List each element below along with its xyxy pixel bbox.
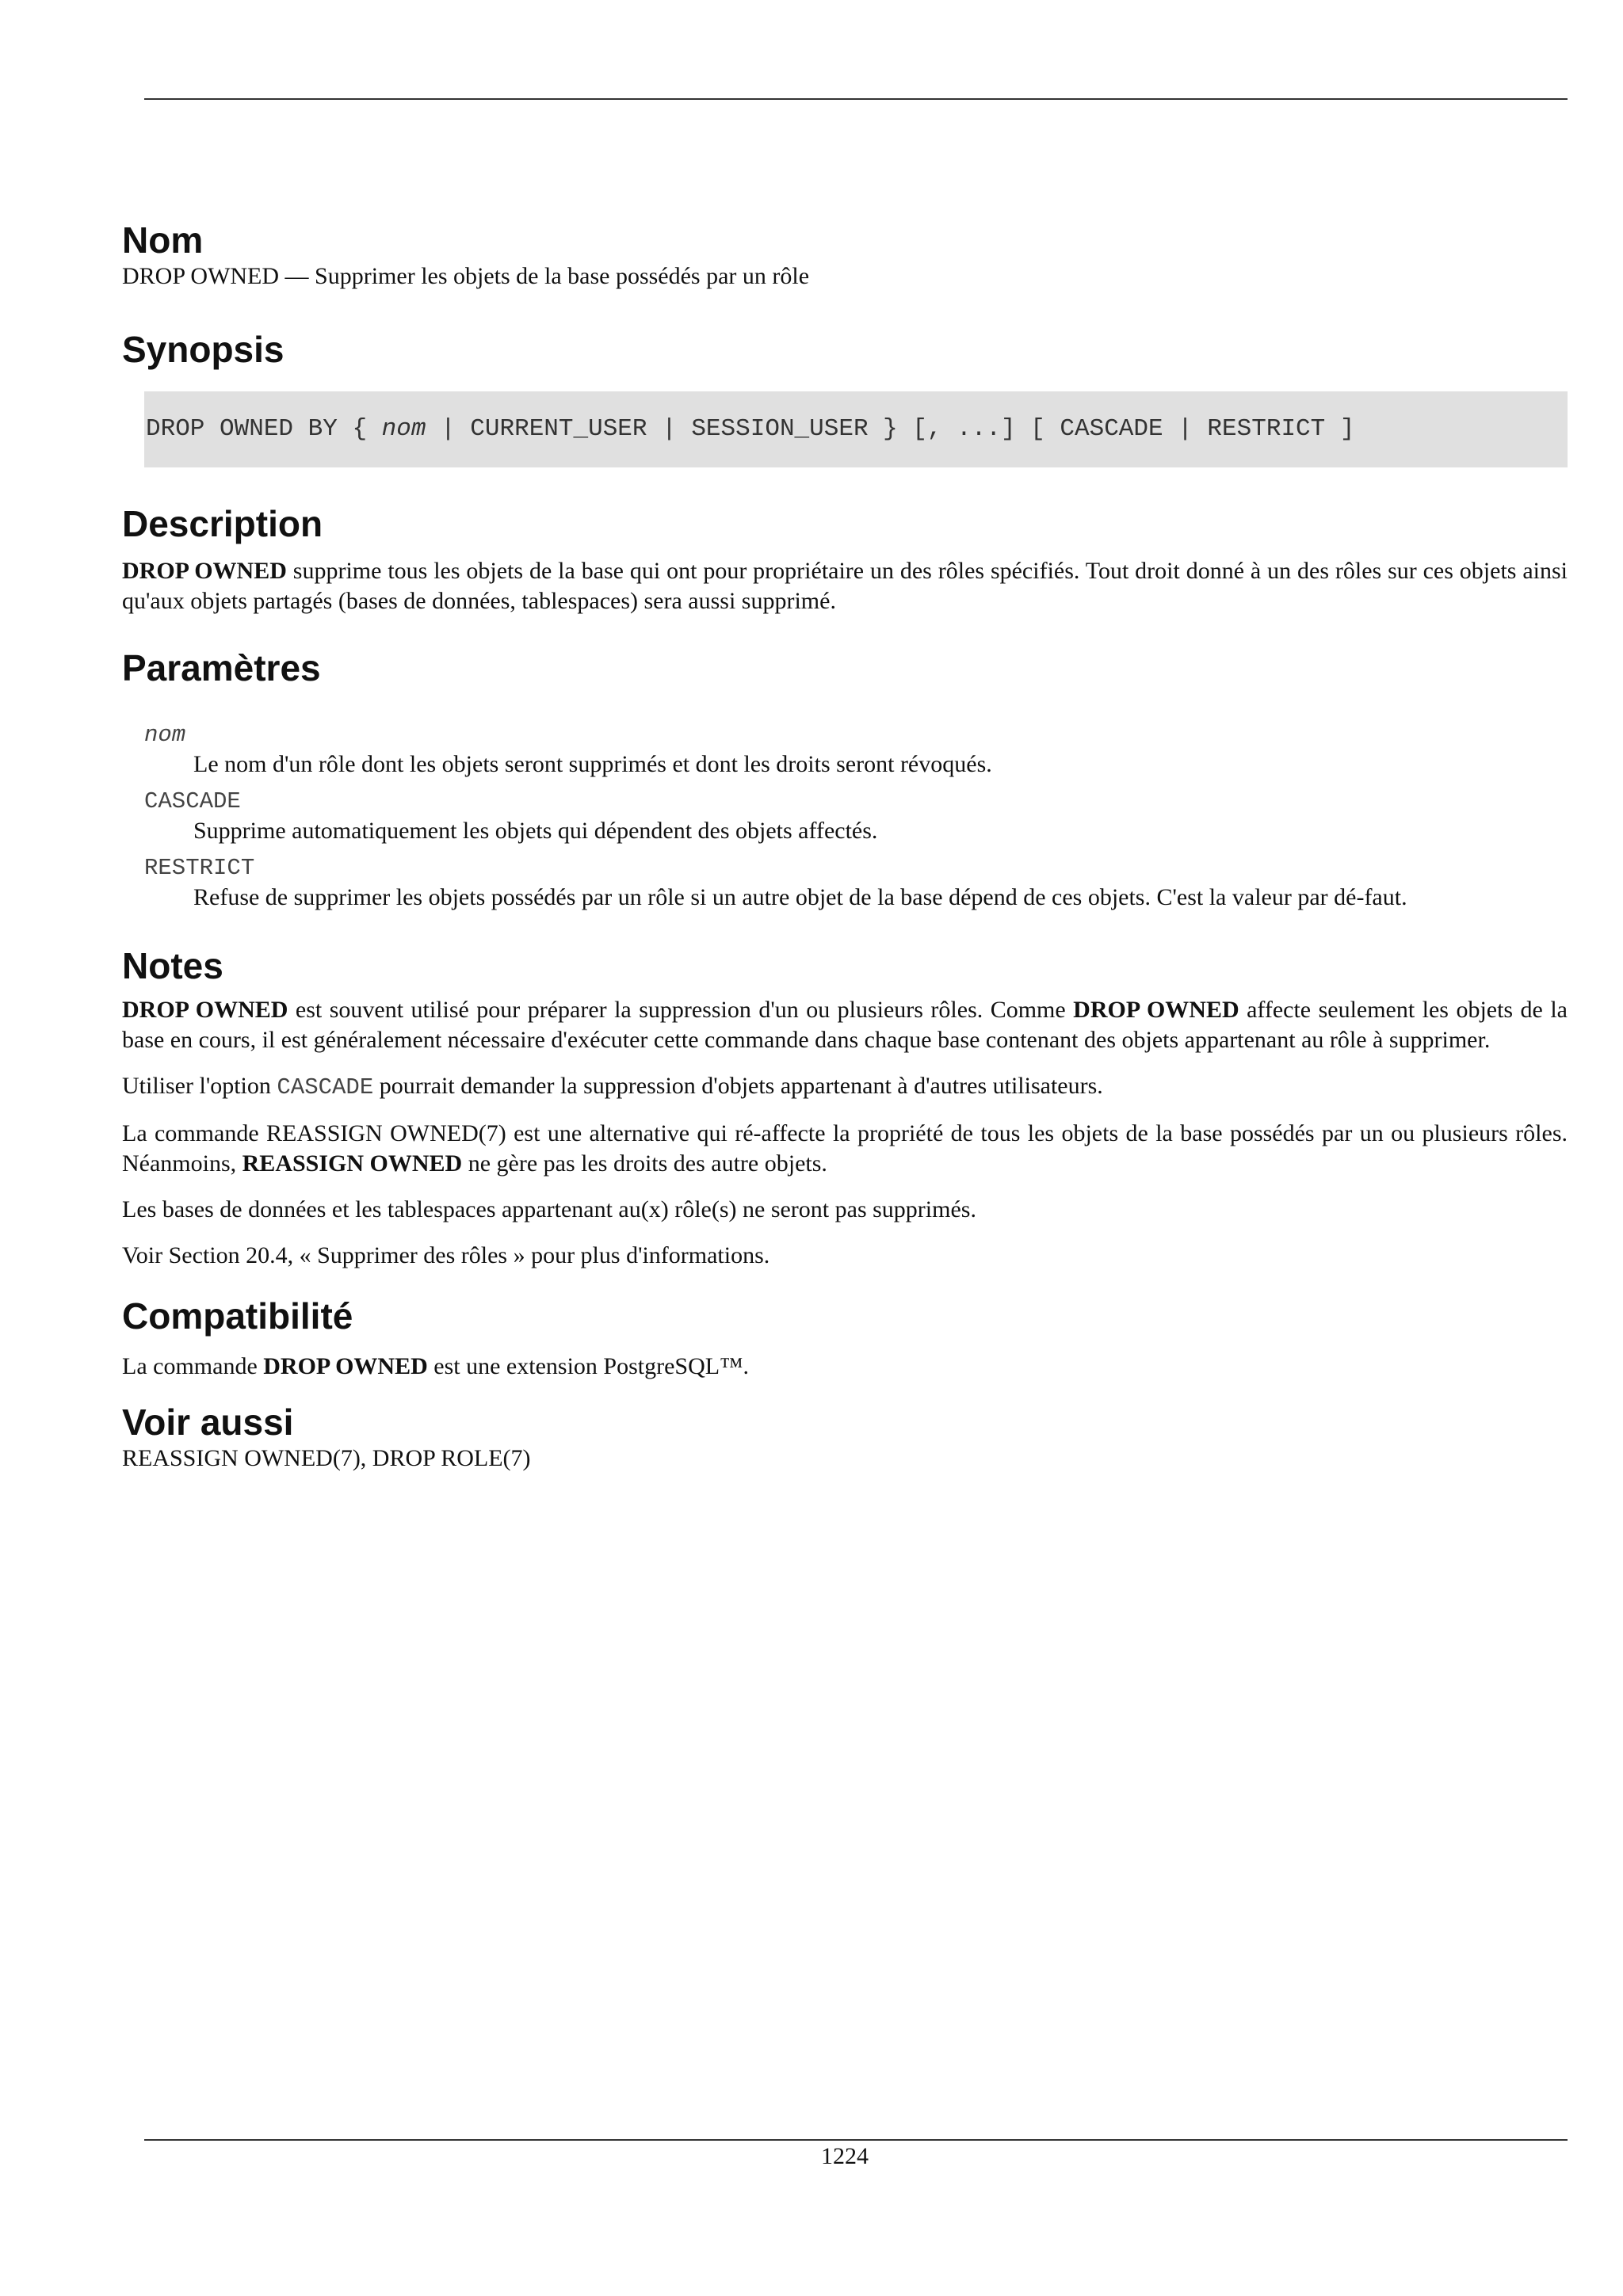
synopsis-code-block (144, 391, 1568, 467)
heading-synopsis: Synopsis (122, 329, 285, 370)
param-term: RESTRICT (144, 855, 255, 881)
notes-code-cascade: CASCADE (277, 1074, 374, 1100)
synopsis-code-after: | CURRENT_USER | SESSION_USER } [, ...] [ CASCADE | RESTRICT ] (426, 415, 1355, 443)
notes-bold-command: DROP OWNED (122, 997, 288, 1023)
section-notes (122, 944, 1568, 1271)
heading-parametres: Paramètres (122, 647, 321, 688)
description-bold-command: DROP OWNED (122, 558, 287, 584)
reference-page (122, 219, 1568, 1474)
param-item-cascade (144, 788, 1568, 846)
param-item-restrict (144, 854, 1568, 913)
section-description (122, 502, 1568, 616)
param-list (144, 721, 1568, 913)
nom-text: DROP OWNED — Supprimer les objets de la base possédés par un rôle (122, 263, 810, 289)
param-definition: Le nom d'un rôle dont les objets seront supprimés et dont les droits seront révoqués. (193, 751, 992, 777)
compatibilite-bold-command: DROP OWNED (263, 1353, 428, 1379)
compatibilite-text: est une extension PostgreSQL™. (427, 1353, 749, 1379)
param-definition: Refuse de supprimer les objets possédés par un rôle si un autre objet de la base dépend de ces objets. C'est la valeur par dé-faut. (193, 884, 1407, 910)
synopsis-code-before: DROP OWNED BY { (146, 415, 382, 443)
notes-text: est souvent utilisé pour préparer la suppression d'un ou plusieurs rôles. Comme (288, 997, 1074, 1023)
notes-text: La commande REASSIGN OWNED(7) est une alternative qui ré-affecte la propriété de tous les objets de la base possédés par un ou plusieurs rôles. Néanmoins, (122, 1120, 1568, 1177)
heading-description: Description (122, 503, 323, 544)
notes-paragraph-3 (122, 1119, 1568, 1179)
heading-notes: Notes (122, 945, 223, 986)
notes-paragraph-5: Voir Section 20.4, « Supprimer des rôles » pour plus d'informations. (122, 1242, 770, 1268)
param-item-nom (144, 721, 1568, 780)
notes-paragraph-4: Les bases de données et les tablespaces appartenant au(x) rôle(s) ne seront pas supprimés. (122, 1196, 976, 1222)
section-compatibilite (122, 1295, 1568, 1382)
description-text: supprime tous les objets de la base qui ont pour propriétaire un des rôles spécifiés. Tout droit donné à un des rôles sur ces objets ainsi qu'aux objets partagés (bases de données, tablespaces) sera aussi supprimé. (122, 558, 1568, 614)
notes-bold-command: DROP OWNED (1073, 997, 1239, 1023)
notes-text: affecte seulement les objets de la base en cours, il est généralement nécessaire d'exécuter cette commande dans chaque base contenant des objets appartenant au rôle à supprimer. (122, 997, 1568, 1053)
notes-paragraph-1 (122, 995, 1568, 1055)
section-nom (122, 219, 1568, 292)
param-term: CASCADE (144, 788, 241, 814)
notes-bold-command: REASSIGN OWNED (242, 1150, 463, 1177)
heading-compatibilite: Compatibilité (122, 1295, 353, 1337)
param-definition: Supprime automatiquement les objets qui dépendent des objets affectés. (193, 818, 878, 844)
compatibilite-paragraph (122, 1352, 1568, 1382)
section-synopsis (122, 328, 1568, 467)
notes-paragraph-2 (122, 1071, 1568, 1103)
section-voir-aussi (122, 1401, 1568, 1474)
compatibilite-text: La commande (122, 1353, 264, 1379)
notes-text: Utiliser l'option (122, 1073, 277, 1099)
heading-voir-aussi: Voir aussi (122, 1402, 294, 1443)
heading-nom: Nom (122, 219, 204, 261)
param-term: nom (144, 722, 186, 748)
description-paragraph (122, 556, 1568, 616)
notes-text: ne gère pas les droits des autre objets. (462, 1150, 827, 1177)
page-number: 1224 (821, 2143, 869, 2169)
voir-aussi-text: REASSIGN OWNED(7), DROP ROLE(7) (122, 1445, 531, 1471)
section-parametres (122, 646, 1568, 913)
header-rule (144, 98, 1568, 100)
footer-rule (144, 2139, 1568, 2141)
synopsis-code-param: nom (381, 415, 426, 443)
notes-text: pourrait demander la suppression d'objets appartenant à d'autres utilisateurs. (373, 1073, 1103, 1099)
